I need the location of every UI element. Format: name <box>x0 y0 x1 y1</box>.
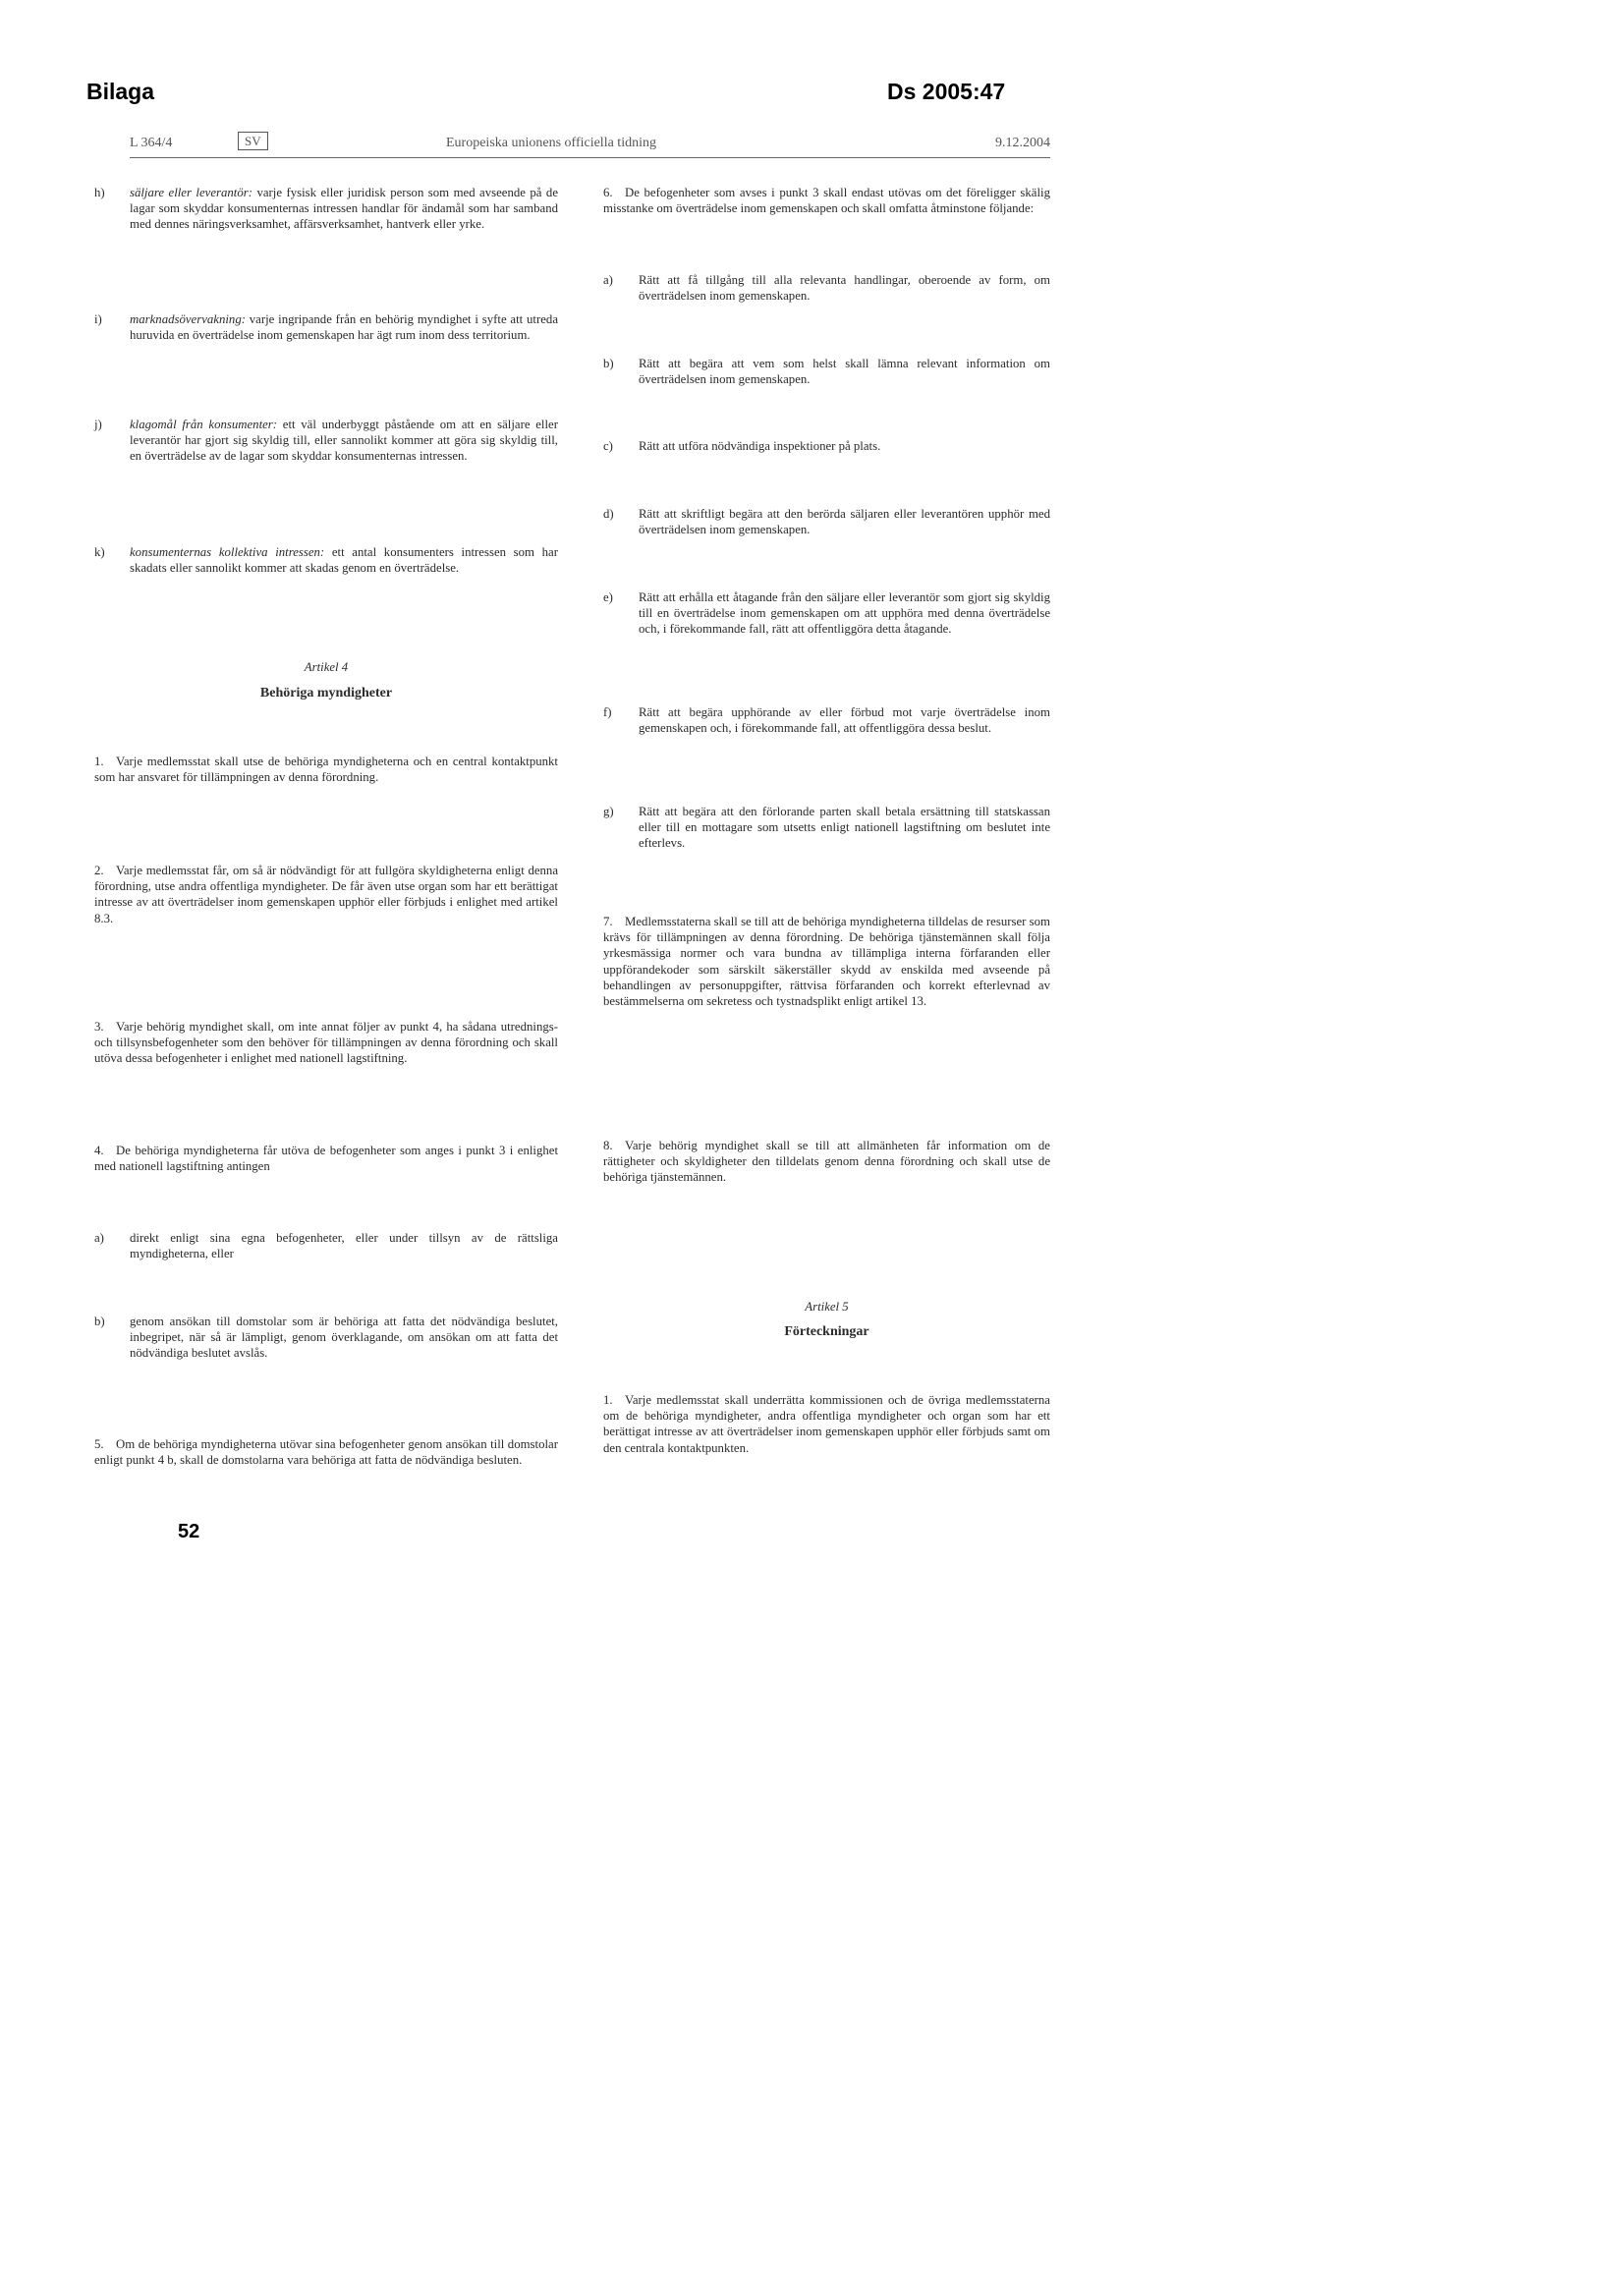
article-4-paragraph-1: 1. Varje medlemsstat skall utse de behöriga myndigheterna och en central kontaktpunkt som har ansvaret för tillämpningen av denna förordning. <box>94 755 558 785</box>
article-4-paragraph-4: 4. De behöriga myndigheterna får utöva de befogenheter som anges i punkt 3 i enlighet med nationell lagstiftning antingen <box>94 1144 558 1174</box>
definition-i: i) marknadsövervakning: varje ingripande från en behörig myndighet i syfte att utreda huruvida en överträdelse inom gemenskapen har ägt rum inom dess territorium. <box>94 312 558 343</box>
journal-page-ref: L 364/4 <box>130 136 173 150</box>
article-4-paragraph-4a: a) direkt enligt sina egna befogenheter, eller under tillsyn av de rättsliga myndigheterna, eller <box>94 1231 558 1261</box>
article-5-paragraph-1: 1. Varje medlemsstat skall underrätta kommissionen och de övriga medlemsstaterna om de behöriga myndigheter, andra offentliga myndigheter och organ som har ett berättigat intresse av att överträdelser inom gemenskapen upphör eller förbjuds samt om den centrala kontaktpunkten. <box>603 1393 1050 1455</box>
article-4-title: Behöriga myndigheter <box>259 686 393 700</box>
journal-date: 9.12.2004 <box>995 136 1050 150</box>
article-4-paragraph-6c: c) Rätt att utföra nödvändiga inspektioner på plats. <box>603 439 881 453</box>
definition-k: k) konsumenternas kollektiva intressen: ett antal konsumenters intressen som har skadats eller sannolikt kommer att skadas genom en överträdelse. <box>94 545 558 576</box>
definition-h: h) säljare eller leverantör: varje fysisk eller juridisk person som med avseende på de lagar som skyddar konsumenternas intressen handlar för ändamål som har samband med dennes näringsverksamhet, affärsverksamhet, hantverk eller yrke. <box>94 186 558 232</box>
article-5-title: Förteckningar <box>784 1324 869 1339</box>
article-4-paragraph-8: 8. Varje behörig myndighet skall se till att allmänheten får information om de rättigheter och skyldigheter den tilldelats genom denna förordning och skall utse de behöriga tjänstemännen. <box>603 1139 1050 1185</box>
article-4-paragraph-6a: a) Rätt att få tillgång till alla relevanta handlingar, oberoende av form, om överträdelsen inom gemenskapen. <box>603 273 1050 304</box>
article-4-paragraph-6e: e) Rätt att erhålla ett åtagande från den säljare eller leverantör som gjort sig skyldig till en överträdelse inom gemenskapen om att upphöra med denna överträdelse och, i förekommande fall, rätt att offentliggöra detta åtagande. <box>603 590 1050 637</box>
article-4-paragraph-6d: d) Rätt att skriftligt begära att den berörda säljaren eller leverantören upphör med överträdelsen inom gemenskapen. <box>603 507 1050 537</box>
article-4-paragraph-3: 3. Varje behörig myndighet skall, om inte annat följer av punkt 4, ha sådana utrednings- och tillsynsbefogenheter som den behöver för tillämpningen av denna förordning och skall utöva dessa befogenheter i enlighet med nationell lagstiftning. <box>94 1020 558 1066</box>
running-header-right: Ds 2005:47 <box>887 79 1006 104</box>
journal-language-box: SV <box>238 132 268 150</box>
article-4-paragraph-6: 6. De befogenheter som avses i punkt 3 skall endast utövas om det föreligger skälig misstanke om överträdelse inom gemenskapen och skall omfatta åtminstone följande: <box>603 186 1050 216</box>
article-4-paragraph-2: 2. Varje medlemsstat får, om så är nödvändigt för att fullgöra skyldigheterna enligt denna förordning, utse andra offentliga myndigheter. De får även utse organ som har ett berättigat intresse av att överträdelser inom gemenskapen upphör eller förbjuds i enlighet med artikel 8.3. <box>94 864 558 925</box>
article-4-number: Artikel 4 <box>304 660 349 674</box>
journal-header <box>130 132 1050 158</box>
article-5-number: Artikel 5 <box>805 1300 849 1314</box>
article-4-paragraph-6f: f) Rätt att begära upphörande av eller förbud mot varje överträdelse inom gemenskapen och, i förekommande fall, att offentliggöra dessa beslut. <box>603 705 1050 736</box>
running-header-left: Bilaga <box>86 79 155 104</box>
page-number: 52 <box>178 1521 200 1542</box>
article-4-paragraph-5: 5. Om de behöriga myndigheterna utövar sina befogenheter genom ansökan till domstolar enligt punkt 4 b, skall de domstolarna vara behöriga att fatta de nödvändiga besluten. <box>94 1437 558 1468</box>
journal-title: Europeiska unionens officiella tidning <box>446 136 656 150</box>
article-4-paragraph-6g: g) Rätt att begära att den förlorande parten skall betala ersättning till statskassan eller till en mottagare som utsetts enligt nationell lagstiftning om beslutet inte efterlevs. <box>603 805 1050 851</box>
definition-j: j) klagomål från konsumenter: ett väl underbyggt påstående om att en säljare eller leverantör har gjort sig skyldig till, eller sannolikt kommer att göra sig skyldig till, en överträdelse av de lagar som skyddar konsumenternas intressen. <box>94 418 558 464</box>
article-4-paragraph-4b: b) genom ansökan till domstolar som är behöriga att fatta det nödvändiga beslutet, inbegripet, när så är lämpligt, genom överklagande, om ansökan om att fatta det nödvändiga beslutet avslås. <box>94 1315 558 1361</box>
article-4-paragraph-6b: b) Rätt att begära att vem som helst skall lämna relevant information om överträdelsen inom gemenskapen. <box>603 357 1050 387</box>
article-4-paragraph-7: 7. Medlemsstaterna skall se till att de behöriga myndigheterna tilldelas de resurser som krävs för tillämpningen av denna förordning. De behöriga tjänstemännen skall följa yrkesmässiga normer och vara bundna av tillämpliga interna förfaranden eller uppförandekoder som särskilt säkerställer skydd av enskilda med avseende på behandlingen av personuppgifter, rättvisa förfaranden och korrekt efterlevnad av bestämmelserna om sekretess och tystnadsplikt enligt artikel 13. <box>603 915 1050 1009</box>
